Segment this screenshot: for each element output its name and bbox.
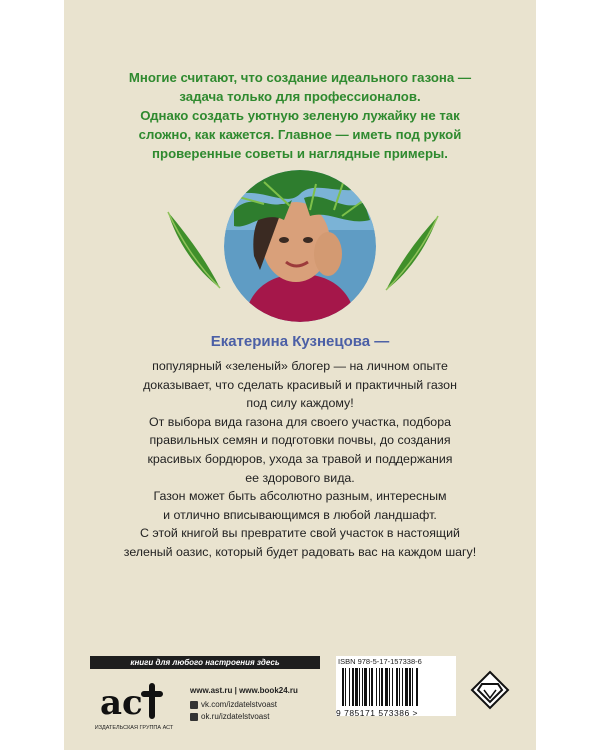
barcode-bar: [381, 668, 383, 706]
logo-text: ac: [100, 683, 143, 720]
barcode-bar: [409, 668, 411, 706]
intro-text: [64, 68, 536, 163]
grass-leaf-left-icon: [166, 210, 222, 290]
vk-link: [190, 700, 277, 709]
barcode-bar: [416, 668, 418, 706]
intro-line: сложно, как кажется. Главное — иметь под рукой: [138, 127, 462, 142]
barcode-bar: [345, 668, 346, 706]
barcode-bar: [369, 668, 370, 706]
barcode-bar: [364, 668, 367, 706]
ok-icon: [190, 713, 198, 721]
barcode-bar: [412, 668, 413, 706]
description-line: От выбора вида газона для своего участка, подбора: [149, 414, 451, 429]
description-line: под силу каждому!: [246, 396, 354, 411]
barcode-bar: [352, 668, 354, 706]
description-line: Газон может быть абсолютно разным, интересным: [153, 489, 447, 504]
description-text: [64, 357, 536, 562]
website-links: www.ast.ru | www.book24.ru: [190, 686, 298, 695]
description-line: популярный «зеленый» блогер — на личном опыте: [152, 359, 448, 373]
barcode-bar: [342, 668, 344, 706]
description-line: красивых бордюров, ухода за травой и поддержания: [147, 451, 453, 466]
barcode-icon: [342, 668, 452, 706]
description-line: С этой книгой вы превратите свой участок в настоящий: [140, 526, 460, 541]
slogan-strip: книги для любого настроения здесь: [90, 656, 320, 669]
barcode-bar: [389, 668, 390, 706]
barcode-bar: [392, 668, 393, 706]
barcode-bar: [405, 668, 408, 706]
publisher-name: ИЗДАТЕЛЬСКАЯ ГРУППА АСТ: [94, 725, 174, 731]
description-line: доказывает, что сделать красивый и практичный газон: [143, 377, 457, 392]
barcode-bar: [362, 668, 363, 706]
vk-icon: [190, 701, 198, 709]
ok-link: [190, 712, 269, 721]
intro-line: Многие считают, что создание идеального газона —: [128, 70, 472, 85]
grass-leaf-right-icon: [384, 214, 440, 292]
description-line: зеленый оазис, который будет радовать вас на каждом шагу!: [123, 544, 477, 559]
ok-text: ok.ru/izdatelstvoast: [201, 712, 270, 721]
barcode-bar: [399, 668, 400, 706]
barcode-bar: [396, 668, 398, 706]
barcode-digits: 9 785171 573386 >: [336, 708, 419, 718]
barcode-bar: [402, 668, 403, 706]
description-line: правильных семян и подготовки почвы, до создания: [149, 433, 451, 448]
vk-text: vk.com/izdatelstvoast: [201, 700, 278, 709]
description-line: ее здорового вида.: [245, 470, 355, 485]
barcode-bar: [349, 668, 350, 706]
barcode-bar: [359, 668, 360, 706]
diamond-logo-icon: [470, 670, 510, 710]
author-name: Екатерина Кузнецова —: [210, 333, 390, 350]
barcode-bar: [355, 668, 358, 706]
intro-line: проверенные советы и наглядные примеры.: [152, 146, 448, 161]
ast-logo-icon: [90, 678, 180, 720]
author-photo: [224, 170, 376, 322]
barcode-bar: [371, 668, 373, 706]
description-line: и отлично вписывающимся в любой ландшафт.: [163, 507, 437, 522]
intro-line: Однако создать уютную зеленую лужайку не так: [140, 108, 460, 123]
isbn-text: ISBN 978-5-17-157338-6: [338, 657, 422, 666]
barcode-bar: [376, 668, 377, 706]
intro-line: задача только для профессионалов.: [179, 89, 421, 104]
barcode-bar: [385, 668, 388, 706]
barcode-bar: [379, 668, 380, 706]
